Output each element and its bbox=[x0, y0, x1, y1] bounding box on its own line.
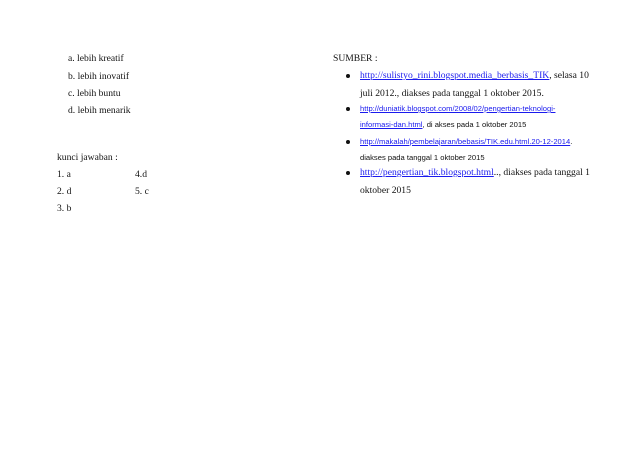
option-a: a. lebih kreatif bbox=[68, 53, 124, 64]
answer-4: 4.d bbox=[135, 169, 147, 180]
source-3-line1 bbox=[360, 137, 572, 146]
source-4 bbox=[360, 167, 590, 178]
answer-2: 2. d bbox=[57, 186, 72, 197]
option-b: b. lebih inovatif bbox=[68, 71, 130, 82]
source-2-line1 bbox=[360, 104, 555, 113]
bullet-icon bbox=[346, 74, 350, 78]
source-4-line2: oktober 2015 bbox=[360, 185, 411, 196]
bullet-icon bbox=[346, 171, 350, 175]
bullet-icon bbox=[346, 140, 350, 144]
answer-1: 1. a bbox=[57, 169, 71, 180]
source-1 bbox=[360, 70, 589, 81]
bullet-icon bbox=[346, 107, 350, 111]
answer-5: 5. c bbox=[135, 186, 149, 197]
source-2-link-cont[interactable]: informasi-dan.html bbox=[360, 120, 423, 129]
source-1-link[interactable]: http://sulistyo_rini.blogspot.media_berbasis_TIK bbox=[360, 70, 550, 81]
option-c: c. lebih buntu bbox=[68, 88, 121, 99]
source-1-line2: juli 2012., diakses pada tanggal 1 oktober 2015. bbox=[360, 88, 544, 99]
answer-key-label: kunci jawaban : bbox=[57, 152, 118, 163]
source-2-link[interactable]: http://duniatik.blogspot.com/2008/02/pengertian-teknologi- bbox=[360, 104, 556, 113]
answer-3: 3. b bbox=[57, 203, 72, 214]
source-4-text: .., diakses pada tanggal 1 bbox=[493, 167, 590, 178]
source-3-line2: diakses pada tanggal 1 oktober 2015 bbox=[360, 153, 485, 162]
source-3-text: . bbox=[570, 137, 573, 146]
option-d: d. lebih menarik bbox=[68, 105, 131, 116]
source-1-text: , selasa 10 bbox=[549, 70, 589, 81]
source-3-link[interactable]: http://makalah/pembelajaran/bebasis/TIK.edu.html.20-12-2014 bbox=[360, 137, 571, 146]
source-4-link[interactable]: http://pengertian_tik.blogspot.html bbox=[360, 167, 494, 178]
sources-heading: SUMBER : bbox=[333, 53, 378, 64]
source-2-text: , di akses pada 1 oktober 2015 bbox=[422, 120, 527, 129]
source-2-line2 bbox=[360, 120, 526, 129]
